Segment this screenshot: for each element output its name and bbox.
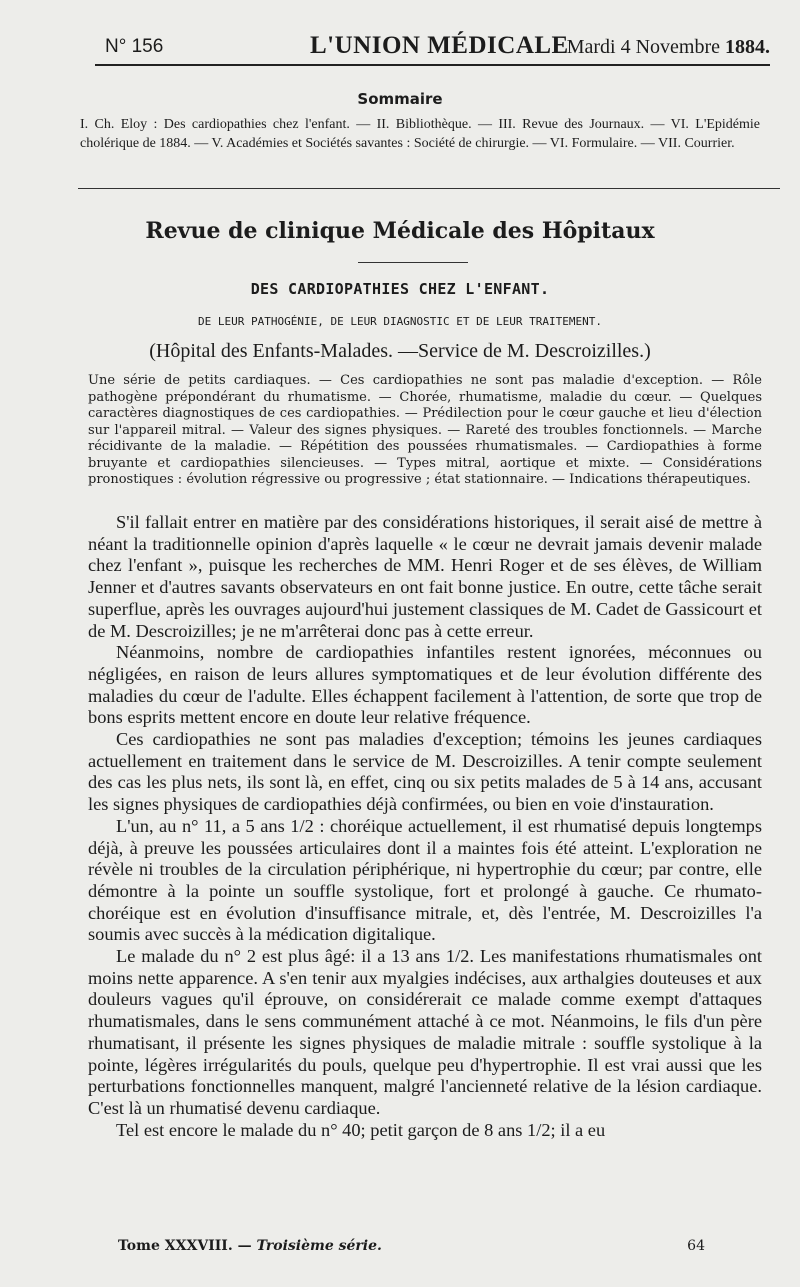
footer-series: Troisième série. — [256, 1238, 382, 1254]
hospital-line: (Hôpital des Enfants-Malades. —Service de M. Descroizilles.) — [149, 340, 651, 362]
journal-title: L'UNION MÉDICALE — [310, 32, 569, 59]
page-header — [95, 30, 770, 66]
page-footer — [118, 1238, 705, 1254]
footer-volume — [118, 1238, 382, 1254]
page-number: 64 — [687, 1238, 705, 1254]
paragraph: Néanmoins, nombre de cardiopathies infantiles restent ignorées, méconnues ou négligées, en raison de leurs allures symptomatiques et de leur évolution différente des maladies du cœur de l'adulte. Elles échappent facilement à l'attention, de sorte que trop de bons esprits mettent encore en doute leur relative fréquence. — [88, 642, 762, 728]
footer-tome: Tome XXXVIII. — — [118, 1238, 257, 1254]
paragraph: Le malade du n° 2 est plus âgé: il a 13 ans 1/2. Les manifestations rhumatismales ont moins nette apparence. A s'en tenir aux myalgies indécises, aux arthalgies douteuses et aux douleurs vagues qu'il éprouve, on considérerait ce malade comme exempt d'attaques rhumatismales, dans le sens communément attaché à ce mot. Néanmoins, le fils d'un père rhumatisant, il présente les signes physiques de maladie mitrale : souffle systolique à la pointe, légères irrégularités du pouls, quelque peu d'hypertrophie. Il est vrai aussi que les perturbations fonctionnelles manquent, malgré l'ancienneté relative de la lésion cardiaque. C'est là un rhumatisé devenu cardiaque. — [88, 946, 762, 1118]
article-title: DES CARDIOPATHIES CHEZ L'ENFANT. — [250, 280, 550, 298]
paragraph: L'un, au n° 11, a 5 ans 1/2 : choréique actuellement, il est rhumatisé depuis longtemps déjà, à preuve les poussées articulaires dont il a maintes fois été atteint. L'exploration ne révèle ni troubles de la circulation périphérique, ni hypertrophie du cœur; par contre, elle démontre à la pointe un souffle systolique, fort et prolongé à gauche. Ce rhumato-choréique est en évolution d'insuffisance mitrale, et, dès l'entrée, M. Descroizilles l'a soumis avec succès à la médication digitalique. — [88, 815, 762, 945]
paragraph: S'il fallait entrer en matière par des considérations historiques, il serait aisé de mettre à néant la traditionnelle opinion d'après laquelle « le cœur ne devrait jamais devenir malade chez l'enfant », puisque les recherches de MM. Henri Roger et de ses élèves, de William Jenner et d'autres savants observateurs en ont fait bonne justice. En outre, cette tâche serait superflue, après les ouvrages aujourd'hui justement classiques de M. Cadet de Gassicourt et de M. Descroizilles; je ne m'arrêterai donc pas à cette erreur. — [88, 512, 762, 641]
paragraph: Tel est encore le malade du n° 40; petit garçon de 8 ans 1/2; il a eu — [116, 1119, 606, 1140]
issue-year: 1884. — [725, 36, 770, 58]
article-body — [88, 512, 762, 1141]
issue-number: N° 156 — [105, 36, 164, 57]
summary-divider — [78, 188, 780, 189]
issue-date-text: Mardi 4 Novembre — [566, 36, 720, 58]
summary-text: I. Ch. Eloy : Des cardiopathies chez l'enfant. — II. Bibliothèque. — III. Revue des Journaux. — VI. L'Epidémie cholérique de 1884. — V. Académies et Sociétés savantes : Société de chirurgie. — VI. Formulaire. — VII. Courrier. — [80, 117, 760, 151]
issue-date — [567, 36, 770, 59]
section-title: Revue de clinique Médicale des Hôpitaux — [145, 218, 655, 244]
summary-title: Sommaire — [357, 90, 443, 108]
paragraph: Ces cardiopathies ne sont pas maladies d'exception; témoins les jeunes cardiaques actuellement en traitement dans le service de M. Descroizilles. A tenir compte seulement des cas les plus nets, ils sont là, en effet, cinq ou six petits malades de 5 à 14 ans, accusant les signes physiques de cardiopathies déjà confirmées, ou bien en voie d'instauration. — [88, 729, 762, 815]
article-abstract: Une série de petits cardiaques. — Ces cardiopathies ne sont pas maladie d'exception. — Rôle pathogène prépondérant du rhumatisme. — Chorée, rhumatisme, maladie du cœur. — Quelques caractères diagnostiques de ces cardiopathies. — Prédilection pour le cœur gauche et lieu d'élection sur l'appareil mitral. — Valeur des signes physiques. — Rareté des troubles fonctionnels. — Marche récidivante de la maladie. — Répétition des poussées rhumatismales. — Cardiopathies à forme bruyante et cardiopathies silencieuses. — Types mitral, aortique et mixte. — Considérations pronostiques : évolution régressive ou progressive ; état stationnaire. — Indications thérapeutiques. — [88, 373, 762, 487]
section-divider — [358, 262, 468, 263]
article-subtitle: DE LEUR PATHOGÉNIE, DE LEUR DIAGNOSTIC ET DE LEUR TRAITEMENT. — [198, 315, 602, 328]
